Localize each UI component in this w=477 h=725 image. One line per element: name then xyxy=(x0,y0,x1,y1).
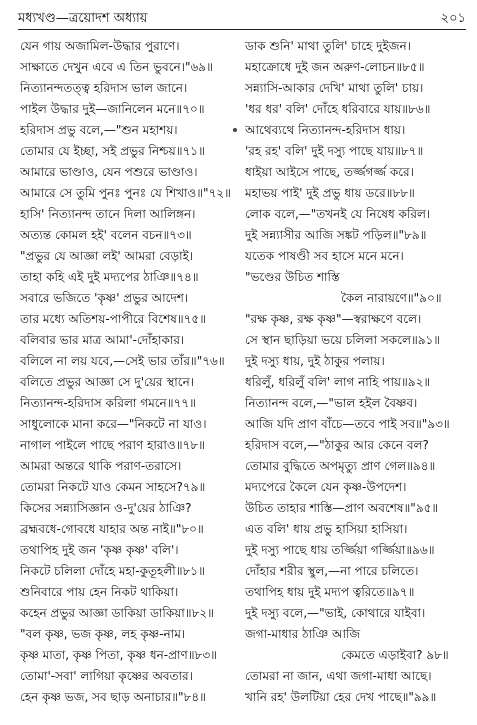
verse-line: সাক্ষাতে দেখুন এবে এ তিন ভুবনে।"৬৯॥ xyxy=(20,60,213,74)
verse-line: নিকটে চলিলা দোঁহে মহা-কুতূহলী॥৮১॥ xyxy=(20,564,205,578)
verse-line: নাগাল পাইলে পাছে পরাণ হারাও॥৭৮॥ xyxy=(20,438,205,452)
verse-line: লোক বলে,—"তখনই যে নিষেধ করিল। xyxy=(245,207,431,221)
verse-line: বলিতে প্রভুর আজ্ঞা সে দু'য়ের স্থানে। xyxy=(20,375,195,389)
verse-line: ব্রহ্মবধে-গোবধে যাহার অন্ত নাই॥"৮০॥ xyxy=(20,522,204,536)
header-rule xyxy=(18,29,466,30)
verse-line: 'ধর ধর' বলি' দোঁহে ধরিবারে যায়॥৮৬॥ xyxy=(245,102,431,116)
verse-line: উচিত তাহার শাস্তি—প্রাণ অবশেষ॥"৯৫॥ xyxy=(245,501,439,515)
page-header xyxy=(18,6,466,28)
verse-line: "ভণ্ডের উচিত শাস্তি xyxy=(245,270,340,284)
verse-line: সবারে ভজিতে 'কৃষ্ণ' প্রভুর আদেশ। xyxy=(20,291,189,305)
verse-line: মহাক্রোধে দুই জন অরুণ-লোচন॥৮৫॥ xyxy=(245,60,425,74)
verse-line: নিত্যানন্দ বলে,—"ভাল হইল বৈষ্ণব। xyxy=(245,396,418,410)
verse-line: তোমার যে ইচ্ছা, সই প্রভুর নিশ্চয়॥৭১॥ xyxy=(20,144,205,158)
verse-line: এত বলি' ধায় প্রভু হাসিয়া হাসিয়া। xyxy=(245,522,408,536)
verse-line: দুই দস্যু পাছে ধায় তর্জ্জিয়া গর্জ্জিয়া॥৯৬॥ xyxy=(245,543,435,557)
verse-line: হাসি' নিত্যানন্দ তানে দিলা আলিঙ্গন। xyxy=(20,207,196,221)
verse-line: "বল কৃষ্ণ, ভজ কৃষ্ণ, লহ কৃষ্ণ-নাম। xyxy=(20,627,186,641)
verse-line: তথাপিহ ধায় দুই মদ্যপ ত্বরিতে॥৯৭॥ xyxy=(245,585,415,599)
verse-line: সে স্থান ছাড়িয়া ভয়ে চলিলা সকলে॥৯১॥ xyxy=(245,333,441,347)
verse-line: ডাক শুনি' মাথা তুলি' চাহে দুইজন। xyxy=(245,39,411,53)
verse-line: পাইল উদ্ধার দুই—জানিলেন মনে॥৭০॥ xyxy=(20,102,205,116)
verse-line: দুই দস্যু বলে,—"ভাই, কোথারে যাইবা। xyxy=(245,606,426,620)
right-column xyxy=(245,36,459,708)
verse-line: নিত্যানন্দ-হরিদাস করিলা গমনে॥৭৭॥ xyxy=(20,396,196,410)
verse-line: মহাভয় পাই' দুই প্রভু ধায় ডরে॥৮৮॥ xyxy=(245,186,415,200)
verse-line: যতেক পাষণ্ডী সব হাসে মনে মনে। xyxy=(245,249,404,263)
verse-line: আমারে ভাণ্ডাও, যেন পশুরে ভাণ্ডাও। xyxy=(20,165,198,179)
page-number: ২০১ xyxy=(440,11,466,26)
verse-line: খানি রহ' উলটিয়া হের দেখ পাছে॥"৯৯॥ xyxy=(245,690,437,704)
verse-line: শুনিবারে পায় হেন নিকট থাকিয়া। xyxy=(20,585,179,599)
verse-line: তথাপিহ দুই জন 'কৃষ্ণ কৃষ্ণ' বলি'। xyxy=(20,543,179,557)
verse-line: কহেন প্রভুর আজ্ঞা ডাকিয়া ডাকিয়া॥৮২॥ xyxy=(20,606,214,620)
verse-line: দোঁহার শরীর স্থুল,—না পারে চলিতে। xyxy=(245,564,419,578)
verse-line: "প্রভুর যে আজ্ঞা লই' আমরা বেড়াই। xyxy=(20,249,194,263)
verse-line: সাধুলোকে মানা করে—"নিকটে না যাও। xyxy=(20,417,207,431)
verse-line: কিসের সন্ন্যাসিজ্ঞান ও-দু'য়ের ঠাঞি? xyxy=(20,501,192,515)
verse-line: আথেব্যথে নিত্যানন্দ-হরিদাস ধায়। xyxy=(245,123,406,137)
margin-dot xyxy=(233,128,237,132)
verse-line: মদ্যপেরে কৈলে যেন কৃষ্ণ-উপদেশ। xyxy=(245,480,407,494)
verse-line: তোমা'-সবা' লাগিয়া কৃষ্ণের অবতার। xyxy=(20,669,193,683)
verse-line: হেন কৃষ্ণ ভজ, সব ছাড় অনাচার॥"৮৪॥ xyxy=(20,690,206,704)
verse-line: তার মধ্যে অতিশয়-পাপীরে বিশেষ॥৭৫॥ xyxy=(20,312,206,326)
verse-line: কৃষ্ণ মাতা, কৃষ্ণ পিতা, কৃষ্ণ ধন-প্রাণ॥৮৩॥ xyxy=(20,648,217,662)
verse-line: অত্যন্ত কোমল হই' বলেন বচন॥৭৩॥ xyxy=(20,228,192,242)
verse-line: তোমার বুদ্ধিতে অপমৃত্যু প্রাণ গেল॥৯৪॥ xyxy=(245,459,436,473)
verse-line: আমরা অন্তরে থাকি পরাণ-তরাসে। xyxy=(20,459,182,473)
section-title: মধ্যখণ্ড—ত্রয়োদশ অধ্যায় xyxy=(18,11,148,26)
verse-line: আজি যদি প্রাণ বাঁচে—তবে পাই সব॥"৯৩॥ xyxy=(245,417,450,431)
verse-line: জগা-মাধার ঠাঞি আজি xyxy=(245,627,361,641)
verse-line: "রক্ষ কৃষ্ণ, রক্ষ কৃষ্ণ"—স্বরাক্ষণে বলে। xyxy=(245,312,422,326)
verse-line: হরিদাস প্রভু বলে,—"শুন মহাশয়। xyxy=(20,123,178,137)
verse-line: তোমরা না জান, এথা জগা-মাধা আছে। xyxy=(245,669,432,683)
verse-line: ধরিলুঁ, ধরিলুঁ বলি' লাগ নাহি পায়॥৯২॥ xyxy=(245,375,431,389)
verse-line: দুই সন্ন্যাসীর আজি সঙ্কট পড়িল॥"৮৯॥ xyxy=(245,228,427,242)
left-column xyxy=(20,36,234,708)
verse-line: নিত্যানন্দতত্ত্ব হরিদাস ভাল জানে। xyxy=(20,81,188,95)
verse-line: আমারে সে তুমি পুনঃ পুনঃ যে শিখাও॥"৭২॥ xyxy=(20,186,231,200)
verse-line: সন্ন্যাসি-আকার দেখি' মাথা তুলি' চায়। xyxy=(245,81,424,95)
verse-line: 'রহ রহ' বলি' দুই দস্যু পাছে যায়॥৮৭॥ xyxy=(245,144,424,158)
verse-line: কেমতে এড়াইবা? ৯৮॥ xyxy=(341,648,449,662)
verse-line: তোমরা নিকটে যাও কেমন সাহসে?৭৯॥ xyxy=(20,480,206,494)
verse-line: হরিদাস বলে,—"ঠাকুর আর কেনে বল? xyxy=(245,438,429,452)
verse-line: দুই দস্যু ধায়, দুই ঠাকুর পলায়। xyxy=(245,354,385,368)
verse-line: বলিলে না লয় যবে,—সেই ভার তাঁর॥"৭৬॥ xyxy=(20,354,225,368)
verse-line: কৈল নারায়ণে॥"৯০॥ xyxy=(341,291,442,305)
verse-line: বলিবার ভার মাত্র আমা'-দোঁহাকার। xyxy=(20,333,185,347)
verse-line: ধাইয়া আইসে পাছে, তর্জ্জগর্জ্জ করে। xyxy=(245,165,414,179)
verse-line: তাহা কহি এই দুই মদ্যপের ঠাঞি॥৭৪॥ xyxy=(20,270,199,284)
verse-line: যেন গায় অজামিল-উদ্ধার পুরাণে। xyxy=(20,39,180,53)
